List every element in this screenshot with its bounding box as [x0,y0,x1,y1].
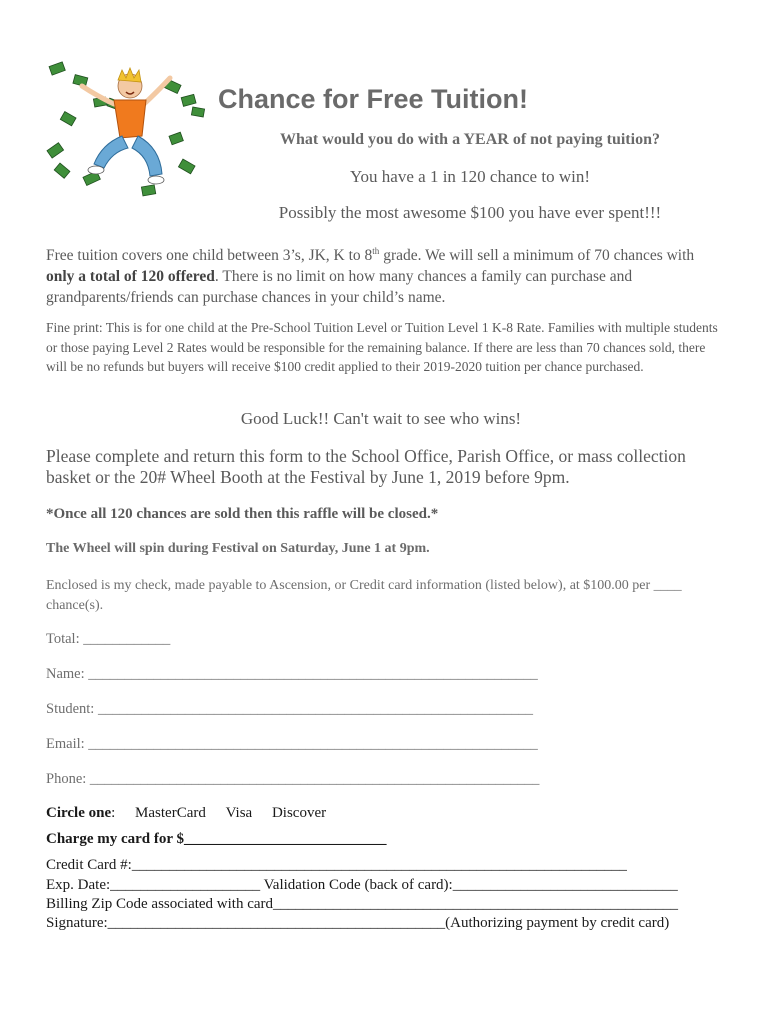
circle-one-label: Circle one [46,805,112,821]
billing-zip-field[interactable]: Billing Zip Code associated with card______________________________________________________ [46,896,679,912]
phone-field[interactable]: Phone: ______________________________________________________________ [46,771,540,787]
card-type-selector: Circle one: MasterCard Visa Discover [46,805,327,821]
expiration-validation-field[interactable]: Exp. Date:____________________ Validation Code (back of card):______________________________ [46,877,678,893]
email-field[interactable]: Email: ______________________________________________________________ [46,736,538,752]
intro-paragraph: Free tuition covers one child between 3’s, JK, K to 8th grade. We will sell a minimum of 70 chances with only a total of 120 offered. There is no limit on how many chances a family can purchase and grandparents/friends can purchase chances in your child’s name. [46,246,695,307]
wheel-notice: The Wheel will spin during Festival on Saturday, June 1 at 9pm. [46,541,430,556]
closed-notice: *Once all 120 chances are sold then this raffle will be closed.* [46,506,439,522]
option-discover[interactable]: Discover [271,805,327,821]
total-field[interactable]: Total: ____________ [46,631,171,647]
name-field[interactable]: Name: ______________________________________________________________ [46,666,538,682]
enclosed-statement: Enclosed is my check, made payable to Ascension, or Credit card information (listed below), at $100.00 per ____ chance(s). [46,578,682,613]
odds-line: You have a 1 in 120 chance to win! [349,167,590,186]
fine-print: Fine print: This is for one child at the Pre-School Tuition Level or Tuition Level 1 K-8 Rate. Families with multiple students or those paying Level 2 Rates would be responsible for the remaining balance. If there are less than 70 chances sold, there will be no refunds but buyers will receive $100 credit applied to their 2019-2020 tuition per chance purchased. [46,320,718,374]
student-field[interactable]: Student: ____________________________________________________________ [46,701,533,717]
headline-question: What would you do with a YEAR of not paying tuition? [280,131,660,148]
jumping-boy-with-money-icon [42,56,212,206]
page-title: Chance for Free Tuition! [218,84,529,114]
option-visa[interactable]: Visa [225,805,253,821]
option-mastercard[interactable]: MasterCard [135,805,206,821]
credit-card-number-field[interactable]: Credit Card #:__________________________________________________________________ [46,857,627,873]
tagline: Possibly the most awesome $100 you have ever spent!!! [278,203,662,222]
good-luck-message: Good Luck!! Can't wait to see who wins! [240,409,522,428]
charge-amount-field[interactable]: Charge my card for $___________________________ [46,831,387,847]
return-instructions: Please complete and return this form to the School Office, Parish Office, or mass collection basket or the 20# Wheel Booth at the Festival by June 1, 2019 before 9pm. [46,446,686,487]
signature-field[interactable]: Signature:_____________________________________________(Authorizing payment by credit card) [46,915,670,931]
